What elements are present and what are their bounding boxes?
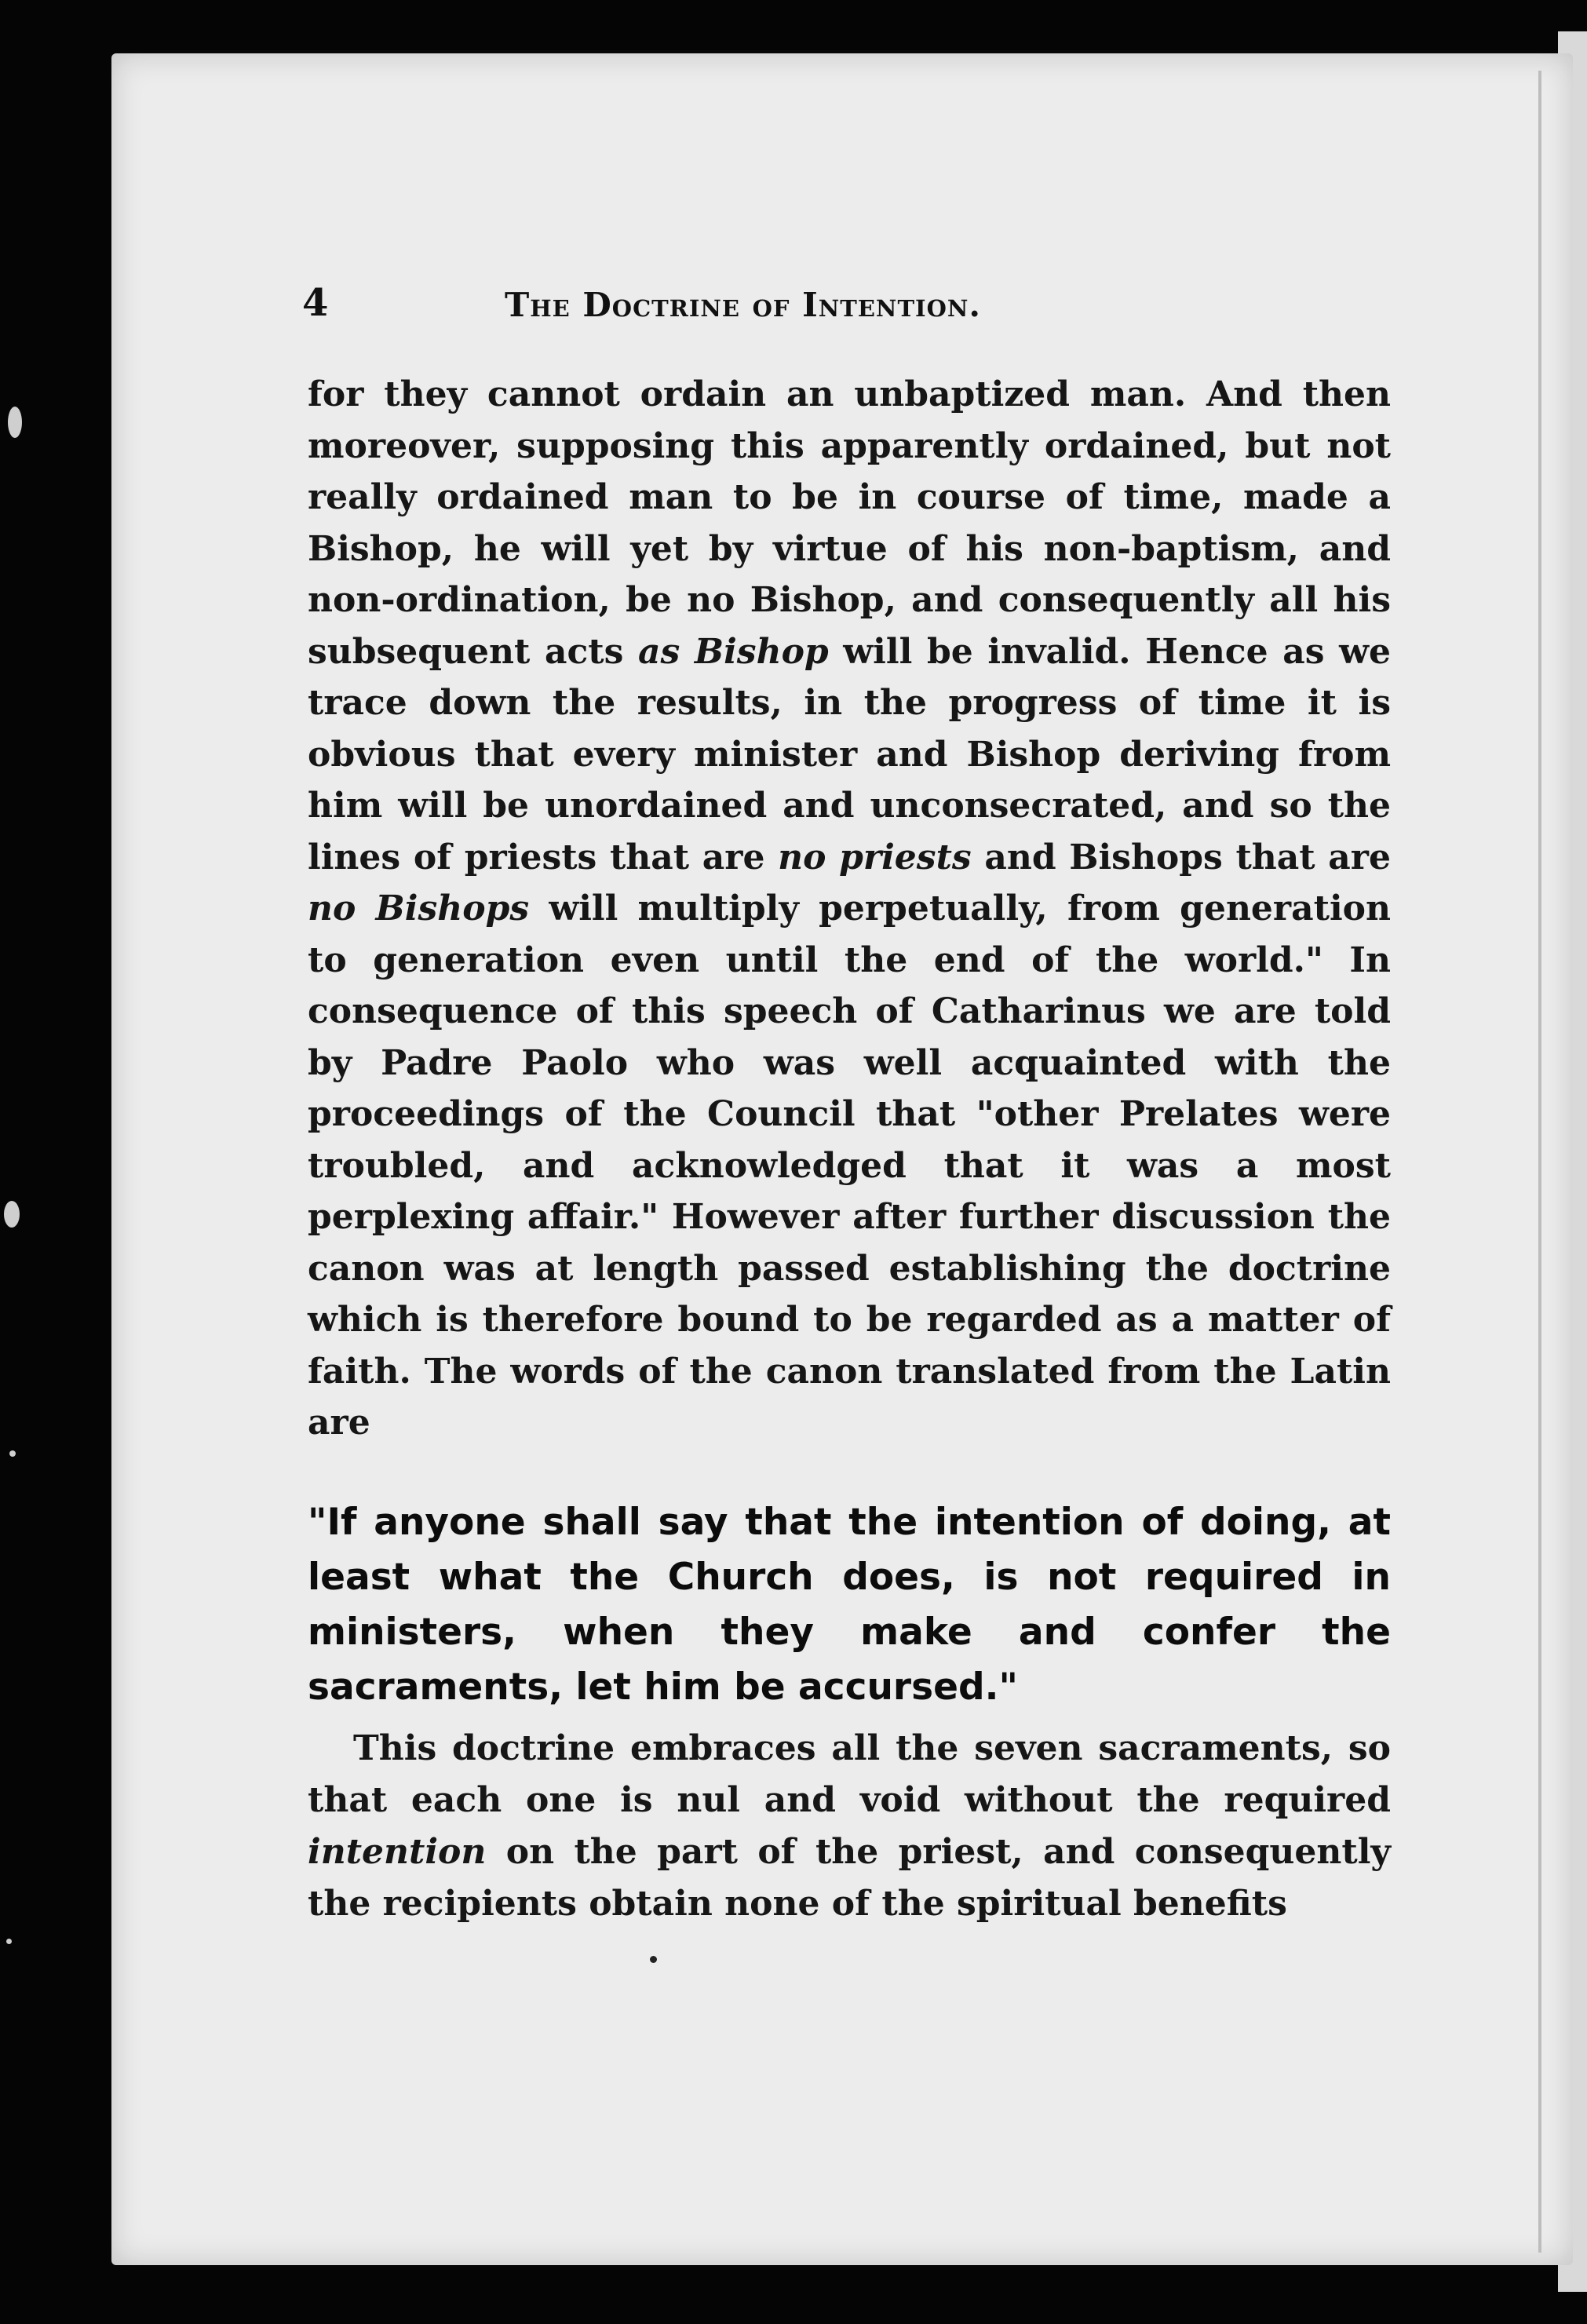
italic-phrase: intention — [308, 1832, 487, 1872]
closing-paragraph — [308, 1723, 1391, 1930]
body-text-segment: and Bishops that are — [971, 837, 1391, 877]
page-number: 4 — [302, 281, 329, 325]
scan-speck — [4, 1201, 20, 1228]
scan-speck — [8, 407, 22, 438]
body-text-segment: This doctrine embraces all the seven sacraments, so that each one is nul and void without the required — [308, 1728, 1391, 1820]
footer-dot — [650, 1956, 657, 1963]
running-header — [302, 281, 1397, 328]
body-paragraph — [308, 369, 1391, 1449]
body-text-segment: will be invalid. Hence as we trace down the results, in the progress of time it is obvious that every minister and Bishop deriving from him will be unordained and unconsecrated, and so the lines of priests that are — [308, 631, 1391, 877]
scan-speck — [6, 1939, 12, 1944]
page-edge-shadow — [1538, 71, 1541, 2253]
canon-quotation: "If anyone shall say that the intention of doing, at least what the Church does, is not required in ministers, when they make and confer the sacraments, let him be accursed." — [308, 1501, 1391, 1709]
body-text-segment: will multiply perpetually, from generation to generation even until the end of the world." In consequence of this speech of Catharinus we are told by Padre Paolo who was well acquainted with the proceedings of the Council that "other Prelates were troubled, and acknowledged that it was a most perplexing affair." However after further discussion the canon was at length passed establishing the doctrine which is therefore bound to be regarded as a matter of faith. The words of the canon translated from the Latin are — [308, 888, 1391, 1443]
scan-speck — [9, 1450, 16, 1457]
italic-phrase: as Bishop — [638, 631, 829, 672]
italic-phrase: no priests — [778, 837, 972, 877]
running-title: The Doctrine of Intention. — [505, 286, 981, 324]
italic-phrase: no Bishops — [308, 888, 530, 929]
body-text-segment: for they cannot ordain an unbaptized man. And then moreover, supposing this apparently ordained, but not really ordained man to be in course of time, made a Bishop, he will yet by virtue of his non-baptism, and non-ordination, be no Bishop, and consequently all his subsequent acts — [308, 374, 1391, 672]
body-text-segment: on the part of the priest, and consequently the recipients obtain none of the spiritual benefits — [308, 1832, 1391, 1924]
